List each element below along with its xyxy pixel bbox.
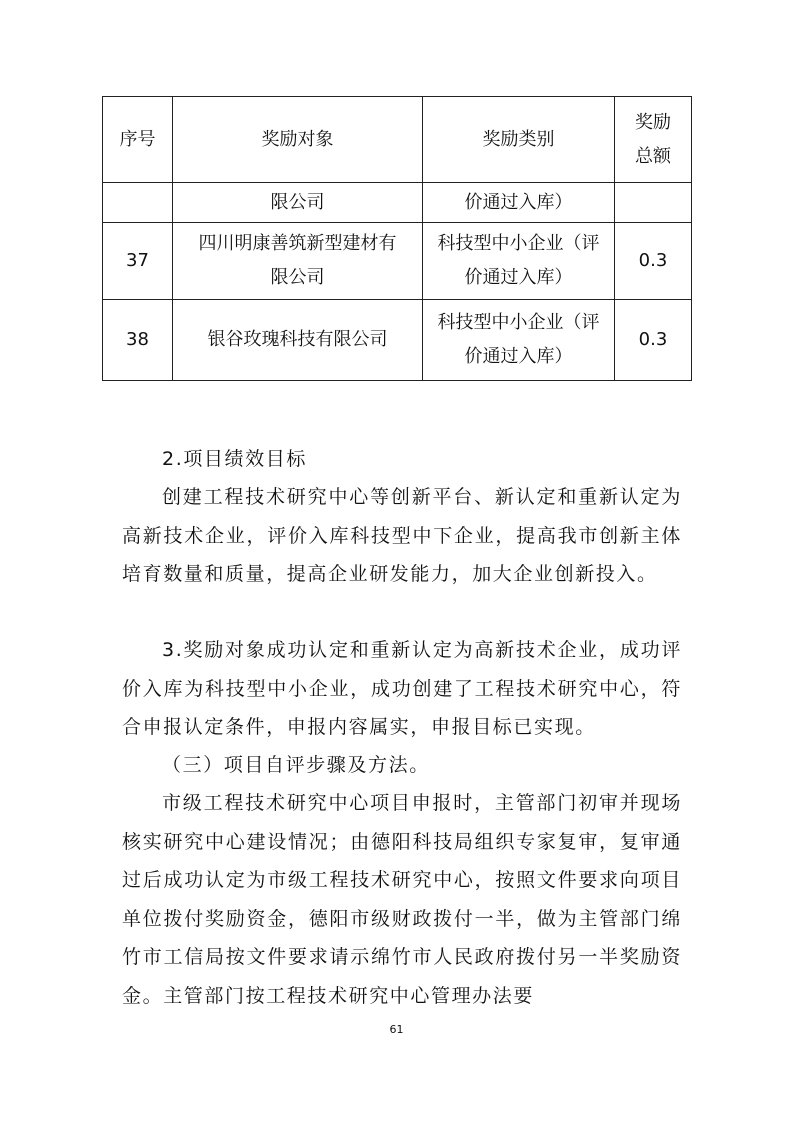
cell-object-line2: 限公司 [270, 267, 325, 288]
paragraph-award-targets: 3.奖励对象成功认定和重新认定为高新技术企业，成功评价入库为科技型中小企业，成功创建了工程技术研究中心，符合申报认定条件，申报内容属实，申报目标已实现。 [122, 639, 682, 738]
cell-category-line2: 价通过入库） [464, 346, 573, 367]
table-header-row [103, 97, 692, 183]
award-table [102, 96, 692, 381]
cell-category [423, 223, 615, 300]
header-seq: 序号 [103, 97, 173, 183]
cell-category-line2: 价通过入库） [464, 267, 573, 288]
header-object: 奖励对象 [173, 97, 423, 183]
header-total [615, 97, 692, 183]
header-total-line2: 总额 [635, 145, 671, 167]
paragraph-performance-goals: 创建工程技术研究中心等创新平台、新认定和重新认定为高新技术企业，评价入库科技型中下企业，提高我市创新主体培育数量和质量，提高企业研发能力，加大企业创新投入。 [122, 486, 682, 585]
table-row [103, 300, 692, 381]
header-total-line1: 奖励 [635, 111, 671, 133]
paragraph-self-evaluation: 市级工程技术研究中心项目申报时，主管部门初审并现场核实研究中心建设情况；由德阳科技局组织专家复审，复审通过后成功认定为市级工程技术研究中心，按照文件要求向项目单位拨付奖励资金，德阳市级财政拨付一半，做为主管部门绵竹市工信局按文件要求请示绵竹市人民政府拨付另一半奖励资金。主管部门按工程技术研究中心管理办法要 [122, 792, 682, 1007]
cell-category-line1: 科技型中小企业（评 [437, 233, 600, 254]
section-heading-performance-goals: 2.项目绩效目标 [162, 448, 307, 470]
cell-object [173, 223, 423, 300]
page-number: 61 [389, 1023, 404, 1036]
table-row [103, 223, 692, 300]
cell-category: 价通过入库） [423, 183, 615, 223]
header-category: 奖励类别 [423, 97, 615, 183]
cell-category-line1: 科技型中小企业（评 [437, 312, 600, 333]
cell-total: 0.3 [615, 300, 692, 381]
cell-seq: 37 [103, 223, 173, 300]
cell-category [423, 300, 615, 381]
cell-object-line1: 四川明康善筑新型建材有 [198, 233, 397, 254]
cell-total: 0.3 [615, 223, 692, 300]
table-row [103, 183, 692, 223]
cell-object: 银谷玫瑰科技有限公司 [173, 300, 423, 381]
cell-total [615, 183, 692, 223]
cell-seq [103, 183, 173, 223]
cell-object: 限公司 [173, 183, 423, 223]
section-heading-self-evaluation: （三）项目自评步骤及方法。 [162, 754, 430, 776]
cell-seq: 38 [103, 300, 173, 381]
